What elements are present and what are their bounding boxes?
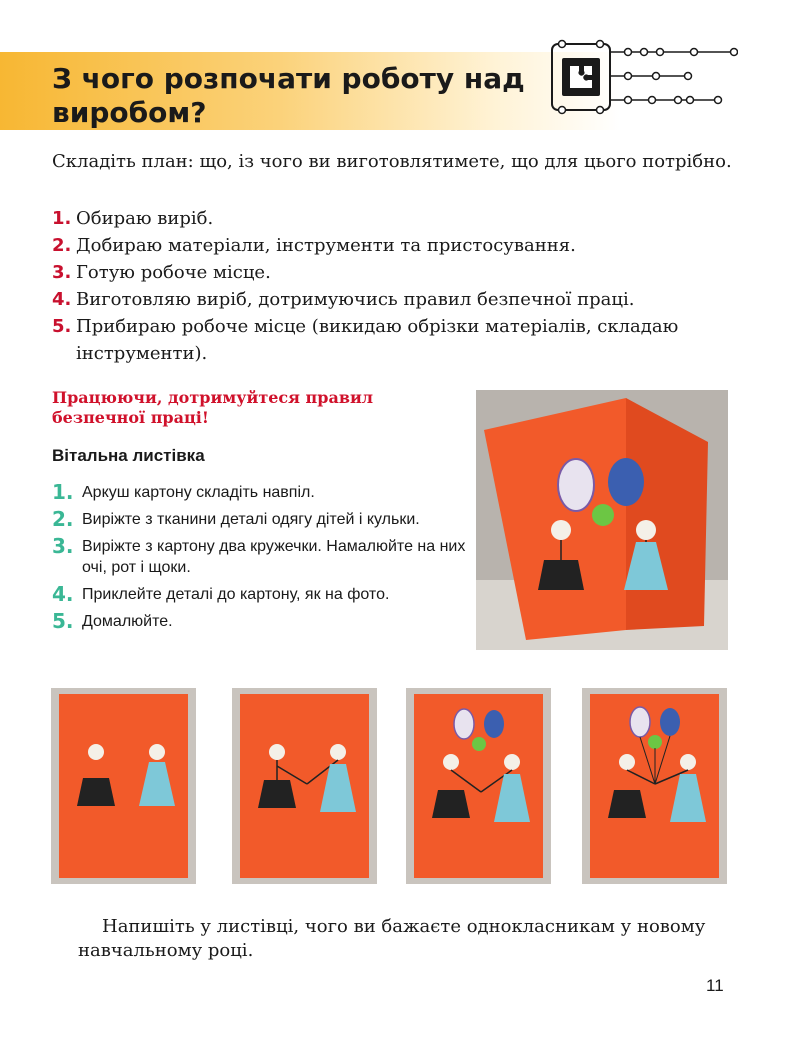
step-photo-1 — [51, 688, 196, 884]
step-photo-3 — [406, 688, 551, 884]
intro-text: Складіть план: що, із чого ви виготовлятимете, що для цього потрібно. — [52, 151, 732, 172]
plan-step-text: Виготовляю виріб, дотримуючись правил безпечної праці. — [76, 289, 635, 310]
finished-card-photo — [476, 390, 728, 650]
card-step — [52, 482, 482, 503]
plan-step — [52, 313, 742, 367]
page-title: З чого розпочати роботу над виробом? — [52, 62, 525, 129]
card-steps-list — [52, 482, 482, 638]
plan-step-text: Прибираю робоче місце (викидаю обрізки матеріалів, складаю інструменти). — [76, 316, 679, 364]
closing-task: Напишіть у листівці, чого ви бажаєте однокласникам у новому навчальному році. — [78, 916, 706, 961]
safety-warning: Працюючи, дотримуйтеся правил безпечної праці! — [52, 388, 374, 427]
plan-steps-list — [52, 205, 742, 367]
plan-step-number: 3. — [52, 262, 72, 283]
page-number: 11 — [706, 976, 724, 995]
plan-step-number: 4. — [52, 289, 72, 310]
step-photo-4 — [582, 688, 727, 884]
card-step-text: Виріжте з картону два кружечки. Намалюйте на них очі, рот і щоки. — [82, 538, 466, 576]
card-step-number: 1. — [52, 480, 74, 504]
card-step-number: 5. — [52, 609, 74, 633]
card-section-heading: Вітальна листівка — [52, 446, 205, 465]
plan-step-number: 2. — [52, 235, 72, 256]
plan-step — [52, 205, 742, 232]
card-step — [52, 536, 482, 578]
step-photo-2 — [232, 688, 377, 884]
puzzle-icon — [548, 36, 738, 120]
card-step — [52, 611, 482, 632]
plan-step-number: 5. — [52, 316, 72, 337]
plan-step — [52, 259, 742, 286]
plan-step — [52, 286, 742, 313]
plan-step — [52, 232, 742, 259]
card-step-text: Виріжте з тканини деталі одягу дітей і кульки. — [82, 511, 420, 528]
plan-step-number: 1. — [52, 208, 72, 229]
plan-step-text: Готую робоче місце. — [76, 262, 271, 283]
card-step-text: Аркуш картону складіть навпіл. — [82, 484, 315, 501]
card-step-number: 3. — [52, 534, 74, 558]
plan-step-text: Обираю виріб. — [76, 208, 214, 229]
card-step-text: Домалюйте. — [82, 613, 173, 630]
card-step-text: Приклейте деталі до картону, як на фото. — [82, 586, 390, 603]
card-step-number: 2. — [52, 507, 74, 531]
card-step — [52, 584, 482, 605]
card-step — [52, 509, 482, 530]
card-step-number: 4. — [52, 582, 74, 606]
plan-step-text: Добираю матеріали, інструменти та пристосування. — [76, 235, 576, 256]
